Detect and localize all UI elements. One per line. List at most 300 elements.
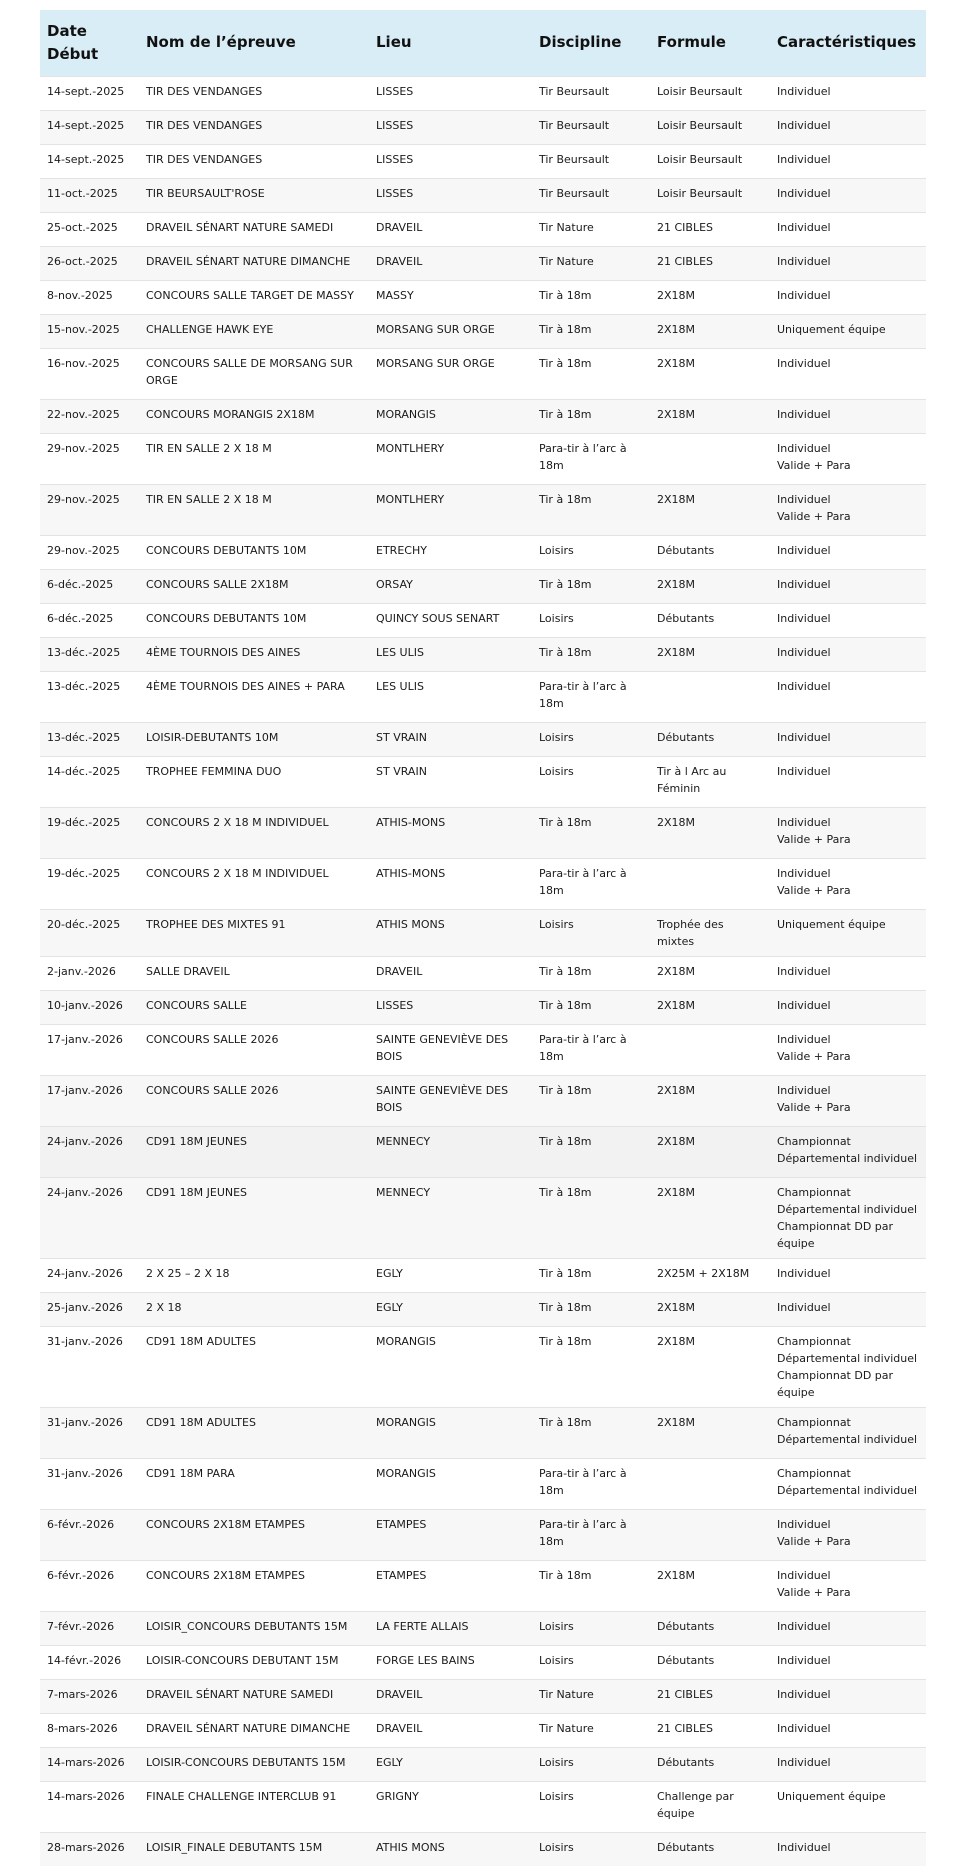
table-row (40, 280, 926, 314)
cell-discipline: Loisirs (532, 909, 650, 956)
cell-date: 11-oct.-2025 (40, 178, 139, 212)
table-row (40, 1126, 926, 1177)
cell-discipline: Tir Beursault (532, 144, 650, 178)
cell-event-name: DRAVEIL SÉNART NATURE DIMANCHE (139, 1713, 369, 1747)
table-row (40, 1832, 926, 1866)
cell-location: MONTLHERY (369, 484, 532, 535)
cell-characteristics: Individuel (770, 1747, 926, 1781)
cell-discipline: Tir Nature (532, 246, 650, 280)
table-row (40, 399, 926, 433)
table-row (40, 909, 926, 956)
cell-discipline: Loisirs (532, 1781, 650, 1832)
cell-format (650, 1458, 770, 1509)
cell-event-name: CHALLENGE HAWK EYE (139, 314, 369, 348)
table-row (40, 535, 926, 569)
cell-characteristics: Individuel (770, 1258, 926, 1292)
cell-characteristics: Individuel (770, 1611, 926, 1645)
cell-discipline: Tir à 18m (532, 807, 650, 858)
cell-event-name: CD91 18M ADULTES (139, 1326, 369, 1407)
table-row (40, 1326, 926, 1407)
cell-characteristics: Individuel (770, 603, 926, 637)
table-row (40, 484, 926, 535)
cell-discipline: Loisirs (532, 535, 650, 569)
cell-location: DRAVEIL (369, 1679, 532, 1713)
table-row (40, 110, 926, 144)
cell-format: 2X18M (650, 637, 770, 671)
table-row (40, 1645, 926, 1679)
cell-date: 14-sept.-2025 (40, 144, 139, 178)
table-header (40, 10, 926, 76)
cell-location: DRAVEIL (369, 956, 532, 990)
cell-characteristics: Individuel (770, 110, 926, 144)
cell-format (650, 1509, 770, 1560)
cell-event-name: CONCOURS SALLE DE MORSANG SUR ORGE (139, 348, 369, 399)
cell-discipline: Tir à 18m (532, 637, 650, 671)
cell-characteristics: Individuel (770, 399, 926, 433)
cell-date: 24-janv.-2026 (40, 1177, 139, 1258)
cell-event-name: CD91 18M JEUNES (139, 1177, 369, 1258)
cell-location: ATHIS MONS (369, 909, 532, 956)
cell-location: LES ULIS (369, 671, 532, 722)
table-row (40, 1024, 926, 1075)
cell-location: MORANGIS (369, 1407, 532, 1458)
cell-event-name: TROPHEE DES MIXTES 91 (139, 909, 369, 956)
cell-date: 2-janv.-2026 (40, 956, 139, 990)
cell-date: 31-janv.-2026 (40, 1326, 139, 1407)
cell-format: Débutants (650, 722, 770, 756)
cell-date: 22-nov.-2025 (40, 399, 139, 433)
cell-date: 14-sept.-2025 (40, 76, 139, 110)
cell-date: 20-déc.-2025 (40, 909, 139, 956)
cell-discipline: Para-tir à l’arc à 18m (532, 671, 650, 722)
cell-date: 29-nov.-2025 (40, 535, 139, 569)
cell-format: 21 CIBLES (650, 1679, 770, 1713)
cell-event-name: CONCOURS SALLE TARGET DE MASSY (139, 280, 369, 314)
cell-location: FORGE LES BAINS (369, 1645, 532, 1679)
cell-date: 14-déc.-2025 (40, 756, 139, 807)
cell-location: DRAVEIL (369, 1713, 532, 1747)
cell-format: 2X18M (650, 569, 770, 603)
header-location: Lieu (369, 10, 532, 76)
cell-characteristics: Individuel (770, 1832, 926, 1866)
cell-discipline: Tir à 18m (532, 1126, 650, 1177)
table-row (40, 1713, 926, 1747)
cell-discipline: Tir à 18m (532, 956, 650, 990)
cell-format: 21 CIBLES (650, 1713, 770, 1747)
cell-event-name: LOISIR-DEBUTANTS 10M (139, 722, 369, 756)
cell-location: LISSES (369, 76, 532, 110)
cell-event-name: DRAVEIL SÉNART NATURE DIMANCHE (139, 246, 369, 280)
table-row (40, 807, 926, 858)
cell-format: Débutants (650, 1611, 770, 1645)
cell-discipline: Tir à 18m (532, 1292, 650, 1326)
cell-format: Débutants (650, 1645, 770, 1679)
cell-location: LISSES (369, 144, 532, 178)
cell-event-name: CONCOURS 2 X 18 M INDIVIDUEL (139, 807, 369, 858)
cell-discipline: Tir à 18m (532, 484, 650, 535)
cell-characteristics: Uniquement équipe (770, 314, 926, 348)
cell-location: LISSES (369, 178, 532, 212)
cell-characteristics: Individuel (770, 144, 926, 178)
cell-event-name: SALLE DRAVEIL (139, 956, 369, 990)
cell-event-name: TIR DES VENDANGES (139, 110, 369, 144)
cell-format: Loisir Beursault (650, 178, 770, 212)
cell-event-name: CONCOURS DEBUTANTS 10M (139, 603, 369, 637)
cell-format: 2X18M (650, 280, 770, 314)
cell-location: GRIGNY (369, 1781, 532, 1832)
cell-date: 15-nov.-2025 (40, 314, 139, 348)
cell-characteristics: Championnat Départemental individuel Championnat DD par équipe (770, 1177, 926, 1258)
cell-characteristics: Championnat Départemental individuel Championnat DD par équipe (770, 1326, 926, 1407)
cell-location: MASSY (369, 280, 532, 314)
cell-format: 2X18M (650, 807, 770, 858)
table-row (40, 1781, 926, 1832)
header-characteristics: Caractéristiques (770, 10, 926, 76)
cell-location: ATHIS-MONS (369, 858, 532, 909)
cell-event-name: CONCOURS 2 X 18 M INDIVIDUEL (139, 858, 369, 909)
cell-event-name: CONCOURS MORANGIS 2X18M (139, 399, 369, 433)
cell-format: 21 CIBLES (650, 246, 770, 280)
cell-discipline: Para-tir à l’arc à 18m (532, 858, 650, 909)
cell-characteristics: Individuel Valide + Para (770, 1024, 926, 1075)
cell-discipline: Tir à 18m (532, 1075, 650, 1126)
cell-format: 2X18M (650, 348, 770, 399)
cell-discipline: Tir à 18m (532, 280, 650, 314)
cell-event-name: CONCOURS SALLE 2X18M (139, 569, 369, 603)
cell-location: ATHIS MONS (369, 1832, 532, 1866)
cell-discipline: Loisirs (532, 603, 650, 637)
cell-event-name: TIR DES VENDANGES (139, 144, 369, 178)
cell-discipline: Loisirs (532, 1611, 650, 1645)
cell-date: 10-janv.-2026 (40, 990, 139, 1024)
table-row (40, 1075, 926, 1126)
cell-date: 14-févr.-2026 (40, 1645, 139, 1679)
cell-format: 2X25M + 2X18M (650, 1258, 770, 1292)
cell-date: 8-mars-2026 (40, 1713, 139, 1747)
cell-date: 14-mars-2026 (40, 1747, 139, 1781)
cell-characteristics: Individuel (770, 178, 926, 212)
cell-format: 2X18M (650, 1177, 770, 1258)
cell-date: 6-févr.-2026 (40, 1509, 139, 1560)
cell-characteristics: Individuel (770, 722, 926, 756)
table-row (40, 1177, 926, 1258)
cell-date: 19-déc.-2025 (40, 807, 139, 858)
cell-discipline: Para-tir à l’arc à 18m (532, 1024, 650, 1075)
table-row (40, 1679, 926, 1713)
cell-format: 2X18M (650, 1326, 770, 1407)
cell-format: Challenge par équipe (650, 1781, 770, 1832)
table-row (40, 756, 926, 807)
cell-characteristics: Individuel (770, 212, 926, 246)
cell-event-name: TROPHEE FEMMINA DUO (139, 756, 369, 807)
table-row (40, 671, 926, 722)
table-row (40, 858, 926, 909)
cell-date: 29-nov.-2025 (40, 433, 139, 484)
cell-date: 24-janv.-2026 (40, 1126, 139, 1177)
cell-date: 17-janv.-2026 (40, 1024, 139, 1075)
cell-discipline: Tir Nature (532, 212, 650, 246)
cell-discipline: Para-tir à l’arc à 18m (532, 1458, 650, 1509)
cell-characteristics: Individuel (770, 1713, 926, 1747)
header-format: Formule (650, 10, 770, 76)
cell-format: 21 CIBLES (650, 212, 770, 246)
cell-date: 14-sept.-2025 (40, 110, 139, 144)
cell-location: ETRECHY (369, 535, 532, 569)
cell-location: DRAVEIL (369, 212, 532, 246)
header-row (40, 10, 926, 76)
cell-characteristics: Individuel Valide + Para (770, 484, 926, 535)
table-row (40, 1560, 926, 1611)
cell-date: 25-oct.-2025 (40, 212, 139, 246)
cell-format: Trophée des mixtes (650, 909, 770, 956)
table-row (40, 144, 926, 178)
table-row (40, 178, 926, 212)
cell-format: Débutants (650, 1747, 770, 1781)
cell-format: Loisir Beursault (650, 76, 770, 110)
cell-format: Loisir Beursault (650, 144, 770, 178)
cell-location: EGLY (369, 1258, 532, 1292)
cell-format: Débutants (650, 603, 770, 637)
table-row (40, 1747, 926, 1781)
cell-format: 2X18M (650, 1075, 770, 1126)
cell-location: MENNECY (369, 1177, 532, 1258)
table-body (40, 76, 926, 1866)
cell-event-name: TIR EN SALLE 2 X 18 M (139, 433, 369, 484)
cell-format: 2X18M (650, 399, 770, 433)
cell-event-name: DRAVEIL SÉNART NATURE SAMEDI (139, 1679, 369, 1713)
cell-location: MENNECY (369, 1126, 532, 1177)
cell-format: 2X18M (650, 1126, 770, 1177)
cell-format (650, 433, 770, 484)
cell-characteristics: Individuel (770, 76, 926, 110)
cell-date: 26-oct.-2025 (40, 246, 139, 280)
table-row (40, 246, 926, 280)
competitions-table-container (40, 10, 926, 1866)
cell-format: 2X18M (650, 484, 770, 535)
table-row (40, 1611, 926, 1645)
cell-discipline: Tir Beursault (532, 178, 650, 212)
cell-date: 13-déc.-2025 (40, 637, 139, 671)
cell-location: EGLY (369, 1747, 532, 1781)
cell-discipline: Tir à 18m (532, 569, 650, 603)
cell-location: LES ULIS (369, 637, 532, 671)
cell-format: Débutants (650, 1832, 770, 1866)
cell-discipline: Tir à 18m (532, 1326, 650, 1407)
header-discipline: Discipline (532, 10, 650, 76)
cell-characteristics: Individuel Valide + Para (770, 807, 926, 858)
cell-event-name: CD91 18M JEUNES (139, 1126, 369, 1177)
cell-discipline: Loisirs (532, 1747, 650, 1781)
cell-date: 6-févr.-2026 (40, 1560, 139, 1611)
table-row (40, 1258, 926, 1292)
cell-date: 8-nov.-2025 (40, 280, 139, 314)
cell-date: 7-févr.-2026 (40, 1611, 139, 1645)
cell-location: SAINTE GENEVIÈVE DES BOIS (369, 1075, 532, 1126)
cell-location: MORSANG SUR ORGE (369, 348, 532, 399)
table-row (40, 1407, 926, 1458)
cell-location: LA FERTE ALLAIS (369, 1611, 532, 1645)
cell-event-name: FINALE CHALLENGE INTERCLUB 91 (139, 1781, 369, 1832)
cell-location: ST VRAIN (369, 722, 532, 756)
cell-characteristics: Championnat Départemental individuel (770, 1458, 926, 1509)
cell-format (650, 1024, 770, 1075)
cell-location: ST VRAIN (369, 756, 532, 807)
cell-characteristics: Individuel (770, 671, 926, 722)
cell-event-name: 4ÈME TOURNOIS DES AINES + PARA (139, 671, 369, 722)
cell-format: 2X18M (650, 1292, 770, 1326)
cell-event-name: LOISIR-CONCOURS DEBUTANT 15M (139, 1645, 369, 1679)
cell-characteristics: Individuel (770, 280, 926, 314)
cell-characteristics: Individuel (770, 535, 926, 569)
cell-date: 17-janv.-2026 (40, 1075, 139, 1126)
cell-discipline: Para-tir à l’arc à 18m (532, 433, 650, 484)
cell-event-name: LOISIR-CONCOURS DEBUTANTS 15M (139, 1747, 369, 1781)
cell-characteristics: Championnat Départemental individuel (770, 1126, 926, 1177)
cell-event-name: CONCOURS SALLE (139, 990, 369, 1024)
cell-location: MONTLHERY (369, 433, 532, 484)
competitions-table (40, 10, 926, 1866)
cell-event-name: DRAVEIL SÉNART NATURE SAMEDI (139, 212, 369, 246)
table-row (40, 1509, 926, 1560)
table-row (40, 76, 926, 110)
cell-characteristics: Individuel (770, 1292, 926, 1326)
cell-discipline: Tir à 18m (532, 1560, 650, 1611)
cell-event-name: CD91 18M PARA (139, 1458, 369, 1509)
cell-date: 14-mars-2026 (40, 1781, 139, 1832)
cell-characteristics: Individuel Valide + Para (770, 1075, 926, 1126)
cell-location: QUINCY SOUS SENART (369, 603, 532, 637)
cell-event-name: TIR BEURSAULT'ROSE (139, 178, 369, 212)
cell-discipline: Tir Nature (532, 1713, 650, 1747)
table-row (40, 603, 926, 637)
cell-event-name: LOISIR_CONCOURS DEBUTANTS 15M (139, 1611, 369, 1645)
cell-characteristics: Uniquement équipe (770, 1781, 926, 1832)
cell-location: ATHIS-MONS (369, 807, 532, 858)
table-row (40, 956, 926, 990)
cell-characteristics: Individuel Valide + Para (770, 1509, 926, 1560)
cell-date: 13-déc.-2025 (40, 671, 139, 722)
cell-date: 29-nov.-2025 (40, 484, 139, 535)
cell-date: 24-janv.-2026 (40, 1258, 139, 1292)
cell-date: 6-déc.-2025 (40, 603, 139, 637)
cell-location: LISSES (369, 110, 532, 144)
cell-location: MORANGIS (369, 1458, 532, 1509)
cell-date: 31-janv.-2026 (40, 1458, 139, 1509)
cell-event-name: 4ÈME TOURNOIS DES AINES (139, 637, 369, 671)
cell-discipline: Tir à 18m (532, 990, 650, 1024)
table-row (40, 1458, 926, 1509)
table-row (40, 1292, 926, 1326)
cell-date: 31-janv.-2026 (40, 1407, 139, 1458)
cell-date: 13-déc.-2025 (40, 722, 139, 756)
cell-characteristics: Individuel (770, 1645, 926, 1679)
cell-discipline: Para-tir à l’arc à 18m (532, 1509, 650, 1560)
cell-discipline: Tir Beursault (532, 76, 650, 110)
cell-discipline: Tir Nature (532, 1679, 650, 1713)
cell-event-name: CONCOURS SALLE 2026 (139, 1075, 369, 1126)
cell-event-name: LOISIR_FINALE DEBUTANTS 15M (139, 1832, 369, 1866)
table-row (40, 433, 926, 484)
cell-discipline: Tir à 18m (532, 1258, 650, 1292)
cell-format: 2X18M (650, 1407, 770, 1458)
table-row (40, 348, 926, 399)
header-date: Date Début (40, 10, 139, 76)
cell-format: 2X18M (650, 956, 770, 990)
cell-location: ETAMPES (369, 1509, 532, 1560)
table-row (40, 990, 926, 1024)
table-row (40, 314, 926, 348)
cell-characteristics: Individuel (770, 246, 926, 280)
table-row (40, 637, 926, 671)
cell-characteristics: Individuel Valide + Para (770, 1560, 926, 1611)
header-event-name: Nom de l’épreuve (139, 10, 369, 76)
cell-event-name: CONCOURS SALLE 2026 (139, 1024, 369, 1075)
cell-discipline: Tir à 18m (532, 314, 650, 348)
cell-location: MORANGIS (369, 399, 532, 433)
cell-discipline: Loisirs (532, 722, 650, 756)
cell-event-name: TIR DES VENDANGES (139, 76, 369, 110)
cell-characteristics: Individuel (770, 1679, 926, 1713)
cell-characteristics: Individuel (770, 756, 926, 807)
cell-date: 28-mars-2026 (40, 1832, 139, 1866)
table-row (40, 212, 926, 246)
cell-event-name: CONCOURS 2X18M ETAMPES (139, 1509, 369, 1560)
cell-location: MORSANG SUR ORGE (369, 314, 532, 348)
cell-characteristics: Individuel (770, 637, 926, 671)
cell-date: 6-déc.-2025 (40, 569, 139, 603)
cell-location: ORSAY (369, 569, 532, 603)
cell-characteristics: Individuel (770, 990, 926, 1024)
cell-discipline: Tir à 18m (532, 1177, 650, 1258)
cell-location: SAINTE GENEVIÈVE DES BOIS (369, 1024, 532, 1075)
table-row (40, 569, 926, 603)
cell-discipline: Loisirs (532, 756, 650, 807)
cell-discipline: Tir à 18m (532, 399, 650, 433)
cell-characteristics: Individuel Valide + Para (770, 433, 926, 484)
cell-date: 7-mars-2026 (40, 1679, 139, 1713)
cell-format: Loisir Beursault (650, 110, 770, 144)
cell-event-name: 2 X 18 (139, 1292, 369, 1326)
cell-format: 2X18M (650, 990, 770, 1024)
cell-date: 19-déc.-2025 (40, 858, 139, 909)
cell-characteristics: Individuel (770, 569, 926, 603)
cell-date: 16-nov.-2025 (40, 348, 139, 399)
cell-format: Débutants (650, 535, 770, 569)
cell-location: LISSES (369, 990, 532, 1024)
cell-event-name: CONCOURS 2X18M ETAMPES (139, 1560, 369, 1611)
cell-location: MORANGIS (369, 1326, 532, 1407)
cell-event-name: TIR EN SALLE 2 X 18 M (139, 484, 369, 535)
cell-event-name: CD91 18M ADULTES (139, 1407, 369, 1458)
cell-format: Tir à l Arc au Féminin (650, 756, 770, 807)
cell-characteristics: Individuel (770, 956, 926, 990)
cell-discipline: Loisirs (532, 1645, 650, 1679)
cell-format (650, 671, 770, 722)
cell-event-name: 2 X 25 – 2 X 18 (139, 1258, 369, 1292)
cell-characteristics: Individuel Valide + Para (770, 858, 926, 909)
cell-discipline: Tir à 18m (532, 1407, 650, 1458)
cell-location: DRAVEIL (369, 246, 532, 280)
cell-discipline: Tir Beursault (532, 110, 650, 144)
cell-discipline: Loisirs (532, 1832, 650, 1866)
cell-format: 2X18M (650, 314, 770, 348)
cell-location: EGLY (369, 1292, 532, 1326)
cell-discipline: Tir à 18m (532, 348, 650, 399)
cell-event-name: CONCOURS DEBUTANTS 10M (139, 535, 369, 569)
cell-date: 25-janv.-2026 (40, 1292, 139, 1326)
cell-characteristics: Championnat Départemental individuel (770, 1407, 926, 1458)
cell-format (650, 858, 770, 909)
